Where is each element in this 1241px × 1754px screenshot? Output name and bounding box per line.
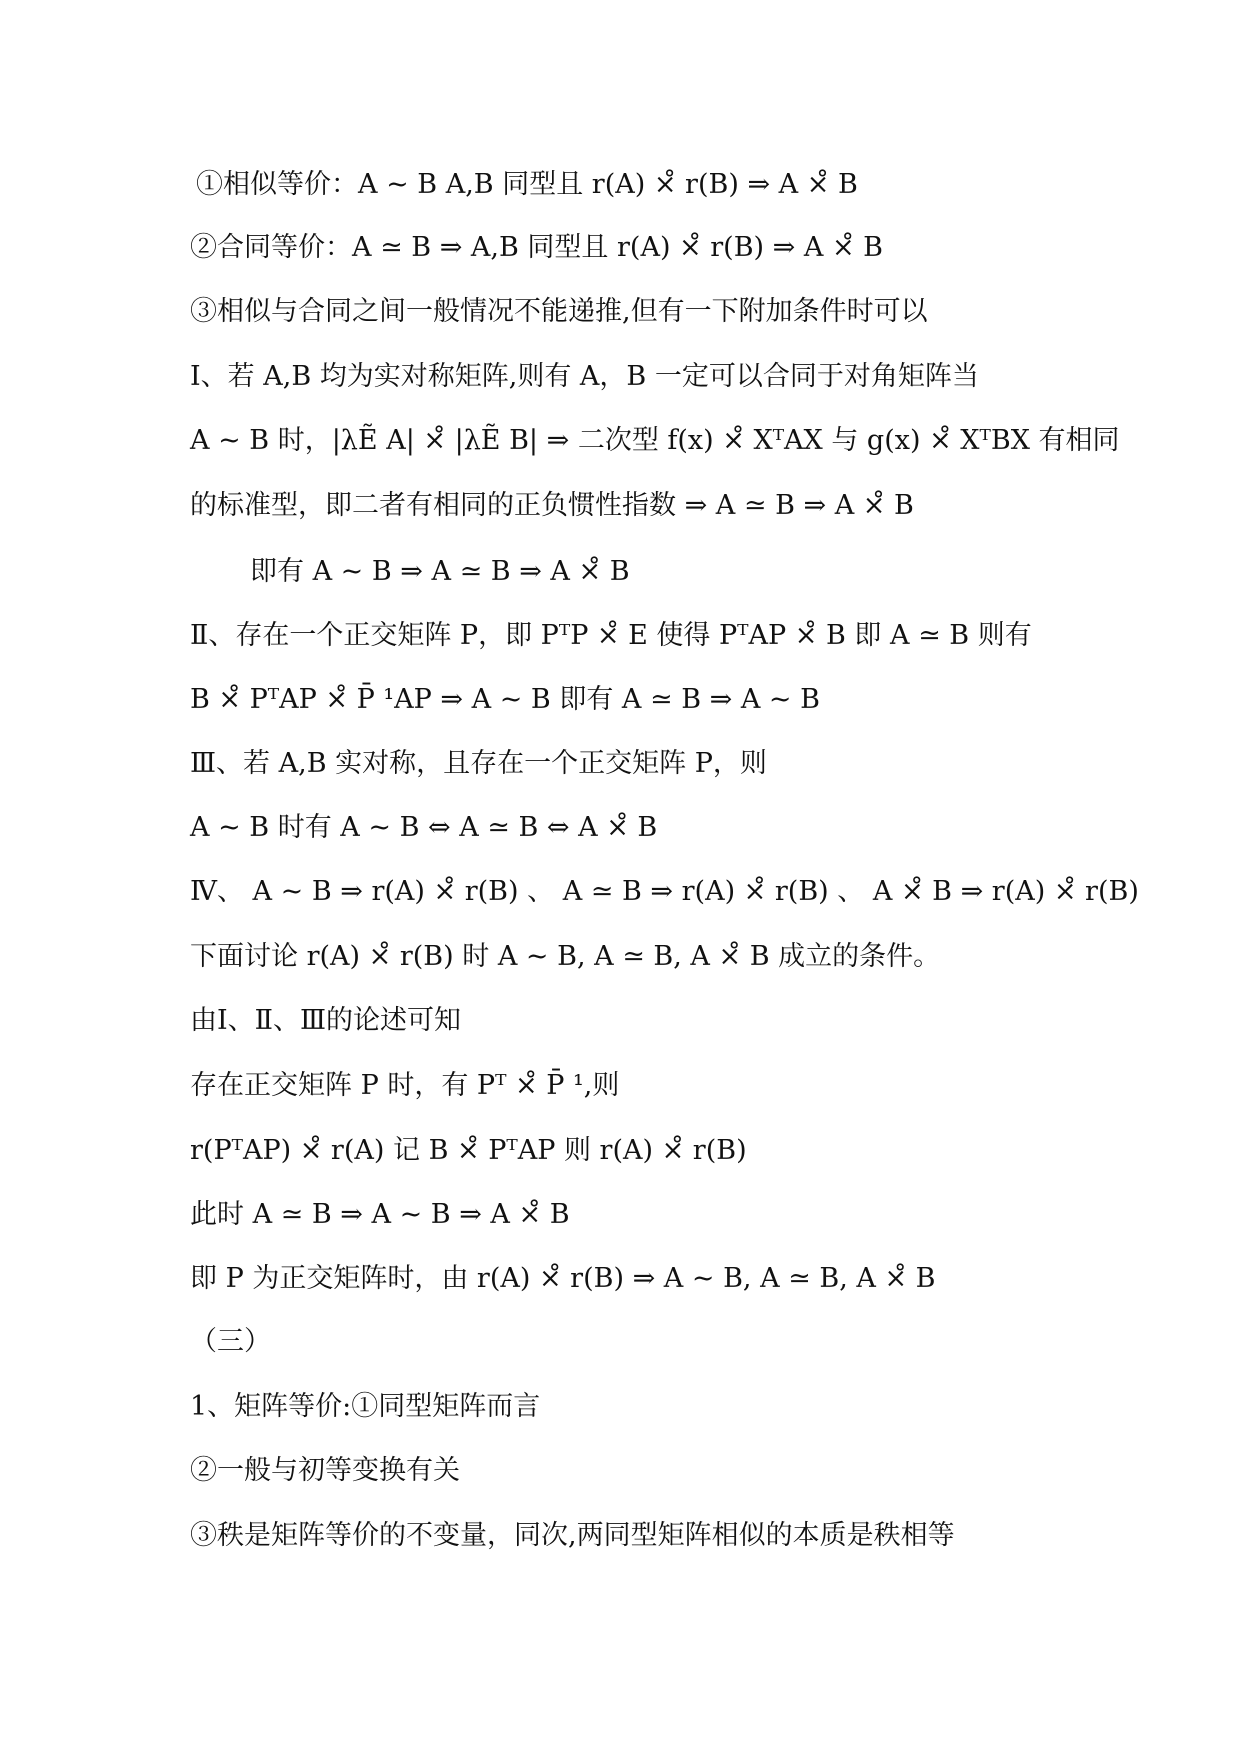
- text-line-18: 即 P 为正交矩阵时，由 r(A) ×̊ r(B) ⇒ A ~ B, A ≃ B, A ×̊ B: [190, 1263, 936, 1294]
- text-line-19: （三）: [190, 1326, 271, 1357]
- text-line-22: ③秩是矩阵等价的不变量，同次,两同型矩阵相似的本质是秩相等: [190, 1520, 955, 1551]
- text-line-4: Ⅰ、若 A,B 均为实对称矩阵,则有 A，B 一定可以合同于对角矩阵当: [190, 361, 979, 392]
- text-line-5: A ~ B 时，|λẼ A| ×̊ |λẼ B| ⇒ 二次型 f(x) ×̊ XᵀAX 与 g(x) ×̊ XᵀBX 有相同: [190, 425, 1120, 456]
- text-line-17: 此时 A ≃ B ⇒ A ~ B ⇒ A ×̊ B: [190, 1199, 570, 1230]
- text-line-10: Ⅲ、若 A,B 实对称，且存在一个正交矩阵 P，则: [190, 748, 767, 779]
- text-line-3: ③相似与合同之间一般情况不能递推,但有一下附加条件时可以: [190, 296, 928, 327]
- text-line-2: ②合同等价：A ≃ B ⇒ A,B 同型且 r(A) ×̊ r(B) ⇒ A ×̊ B: [190, 232, 883, 263]
- text-line-1: ①相似等价：A ~ B A,B 同型且 r(A) ×̊ r(B) ⇒ A ×̊ B: [196, 169, 858, 200]
- text-line-21: ②一般与初等变换有关: [190, 1455, 460, 1486]
- text-line-15: 存在正交矩阵 P 时，有 Pᵀ ×̊ P̄ ¹,则: [190, 1070, 620, 1101]
- text-line-13: 下面讨论 r(A) ×̊ r(B) 时 A ~ B, A ≃ B, A ×̊ B 成立的条件。: [190, 941, 941, 972]
- text-line-9: B ×̊ PᵀAP ×̊ P̄ ¹AP ⇒ A ~ B 即有 A ≃ B ⇒ A ~ B: [190, 684, 820, 715]
- text-line-20: 1、矩阵等价:①同型矩阵而言: [190, 1391, 541, 1422]
- text-line-16: r(PᵀAP) ×̊ r(A) 记 B ×̊ PᵀAP 则 r(A) ×̊ r(B): [190, 1135, 747, 1166]
- text-line-8: Ⅱ、存在一个正交矩阵 P，即 PᵀP ×̊ E 使得 PᵀAP ×̊ B 即 A ≃ B 则有: [190, 620, 1032, 651]
- text-line-6: 的标准型，即二者有相同的正负惯性指数 ⇒ A ≃ B ⇒ A ×̊ B: [190, 490, 914, 521]
- text-line-12: Ⅳ、 A ~ B ⇒ r(A) ×̊ r(B) 、 A ≃ B ⇒ r(A) ×̊ r(B) 、 A ×̊ B ⇒ r(A) ×̊ r(B): [190, 876, 1139, 907]
- text-line-11: A ~ B 时有 A ~ B ⇔ A ≃ B ⇔ A ×̊ B: [190, 812, 658, 843]
- text-line-7: 即有 A ~ B ⇒ A ≃ B ⇒ A ×̊ B: [250, 556, 630, 587]
- text-line-14: 由Ⅰ、Ⅱ、Ⅲ的论述可知: [190, 1005, 462, 1036]
